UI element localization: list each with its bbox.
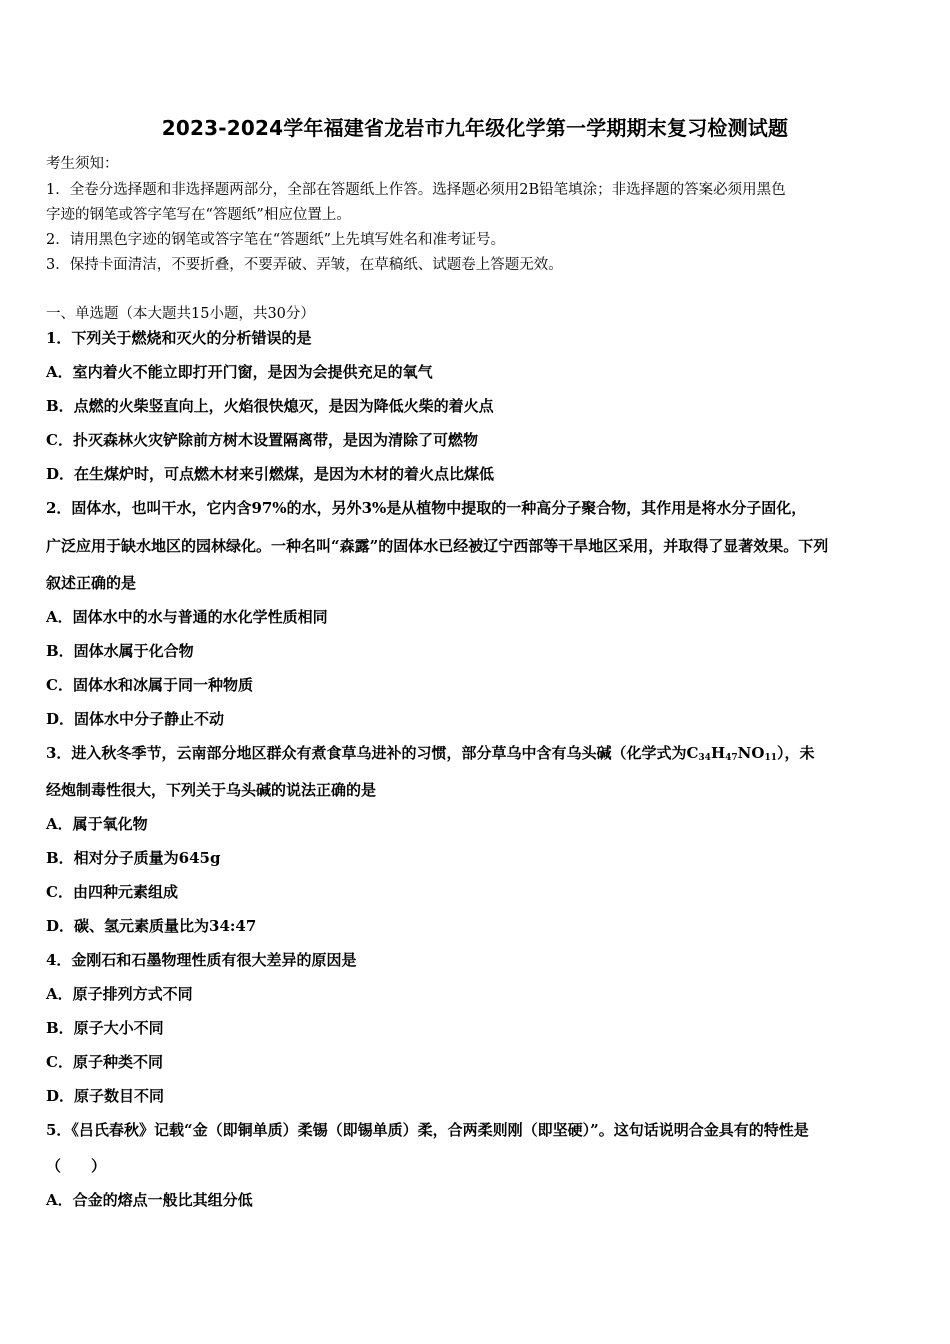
question-5-line-1: 5．《吕氏春秋》记载“金（即铜单质）柔锡（即锡单质）柔，合两柔则刚（即坚硬）”。这句话说明合金具有的特性是 xyxy=(46,1121,809,1139)
notice-item-1-line-1: 1．全卷分选择题和非选择题两部分，全部在答题纸上作答。选择题必须用2B铅笔填涂；非选择题的答案必须用黑色 xyxy=(46,182,786,198)
question-2-line-1: 2．固体水，也叫干水，它内含97%的水，另外3%是从植物中提取的一种高分子聚合物，其作用是将水分子固化， xyxy=(46,499,807,517)
question-1-stem: 1．下列关于燃烧和灭火的分析错误的是 xyxy=(46,329,312,347)
question-3-line-1 xyxy=(46,742,814,763)
question-2-option-d: D．固体水中分子静止不动 xyxy=(46,710,225,728)
question-2-line-2: 广泛应用于缺水地区的园林绿化。一种名叫“森露”的固体水已经被辽宁西部等干旱地区采用，并取得了显著效果。下列 xyxy=(46,537,829,555)
question-2-option-b: B．固体水属于化合物 xyxy=(46,642,194,660)
question-3-option-c: C．由四种元素组成 xyxy=(46,883,178,901)
question-1-option-c: C．扑灭森林火灾铲除前方树木设置隔离带，是因为清除了可燃物 xyxy=(46,431,478,449)
notice-item-2: 2．请用黑色字迹的钢笔或答字笔在“答题纸”上先填写姓名和准考证号。 xyxy=(46,232,506,248)
question-3-option-a: A．属于氧化物 xyxy=(46,815,148,833)
question-3-option-d: D．碳、氢元素质量比为34:47 xyxy=(46,917,257,935)
question-4-option-c: C．原子种类不同 xyxy=(46,1053,163,1071)
question-1-option-b: B．点燃的火柴竖直向上，火焰很快熄灭，是因为降低火柴的着火点 xyxy=(46,397,494,415)
question-1-option-d: D．在生煤炉时，可点燃木材来引燃煤，是因为木材的着火点比煤低 xyxy=(46,465,495,483)
page-title: 2023-2024学年福建省龙岩市九年级化学第一学期期末复习检测试题 xyxy=(161,116,789,140)
question-2-option-c: C．固体水和冰属于同一种物质 xyxy=(46,676,253,694)
question-1-option-a: A．室内着火不能立即打开门窗，是因为会提供充足的氧气 xyxy=(46,363,433,381)
question-4-option-d: D．原子数目不同 xyxy=(46,1087,165,1105)
notice-item-1-line-2: 字迹的钢笔或答字笔写在“答题纸”相应位置上。 xyxy=(46,207,351,223)
question-3-line-2: 经炮制毒性很大，下列关于乌头碱的说法正确的是 xyxy=(46,781,377,799)
question-4-option-a: A．原子排列方式不同 xyxy=(46,985,193,1003)
question-4-stem: 4．金刚石和石墨物理性质有很大差异的原因是 xyxy=(46,951,357,969)
question-3-option-b: B．相对分子质量为645g xyxy=(46,849,221,867)
question-5-option-a: A．合金的熔点一般比其组分低 xyxy=(46,1191,253,1209)
question-3-line-1-text: 3．进入秋冬季节，云南部分地区群众有煮食草乌进补的习惯，部分草乌中含有乌头碱（化学式为 xyxy=(46,744,687,762)
question-2-line-3: 叙述正确的是 xyxy=(46,574,137,592)
section-heading: 一、单选题（本大题共15小题，共30分） xyxy=(46,306,315,322)
chemical-formula: $C_{34}H_{47}NO_{11}$ xyxy=(686,744,777,763)
notice-item-3: 3．保持卡面清洁，不要折叠，不要弄破、弄皱，在草稿纸、试题卷上答题无效。 xyxy=(46,257,563,273)
question-4-option-b: B．原子大小不同 xyxy=(46,1019,164,1037)
notice-heading: 考生须知： xyxy=(46,156,119,172)
question-3-line-1-end: ），未 xyxy=(776,744,815,762)
question-2-option-a: A．固体水中的水与普通的水化学性质相同 xyxy=(46,608,328,626)
question-5-line-2: （ ） xyxy=(46,1157,107,1175)
